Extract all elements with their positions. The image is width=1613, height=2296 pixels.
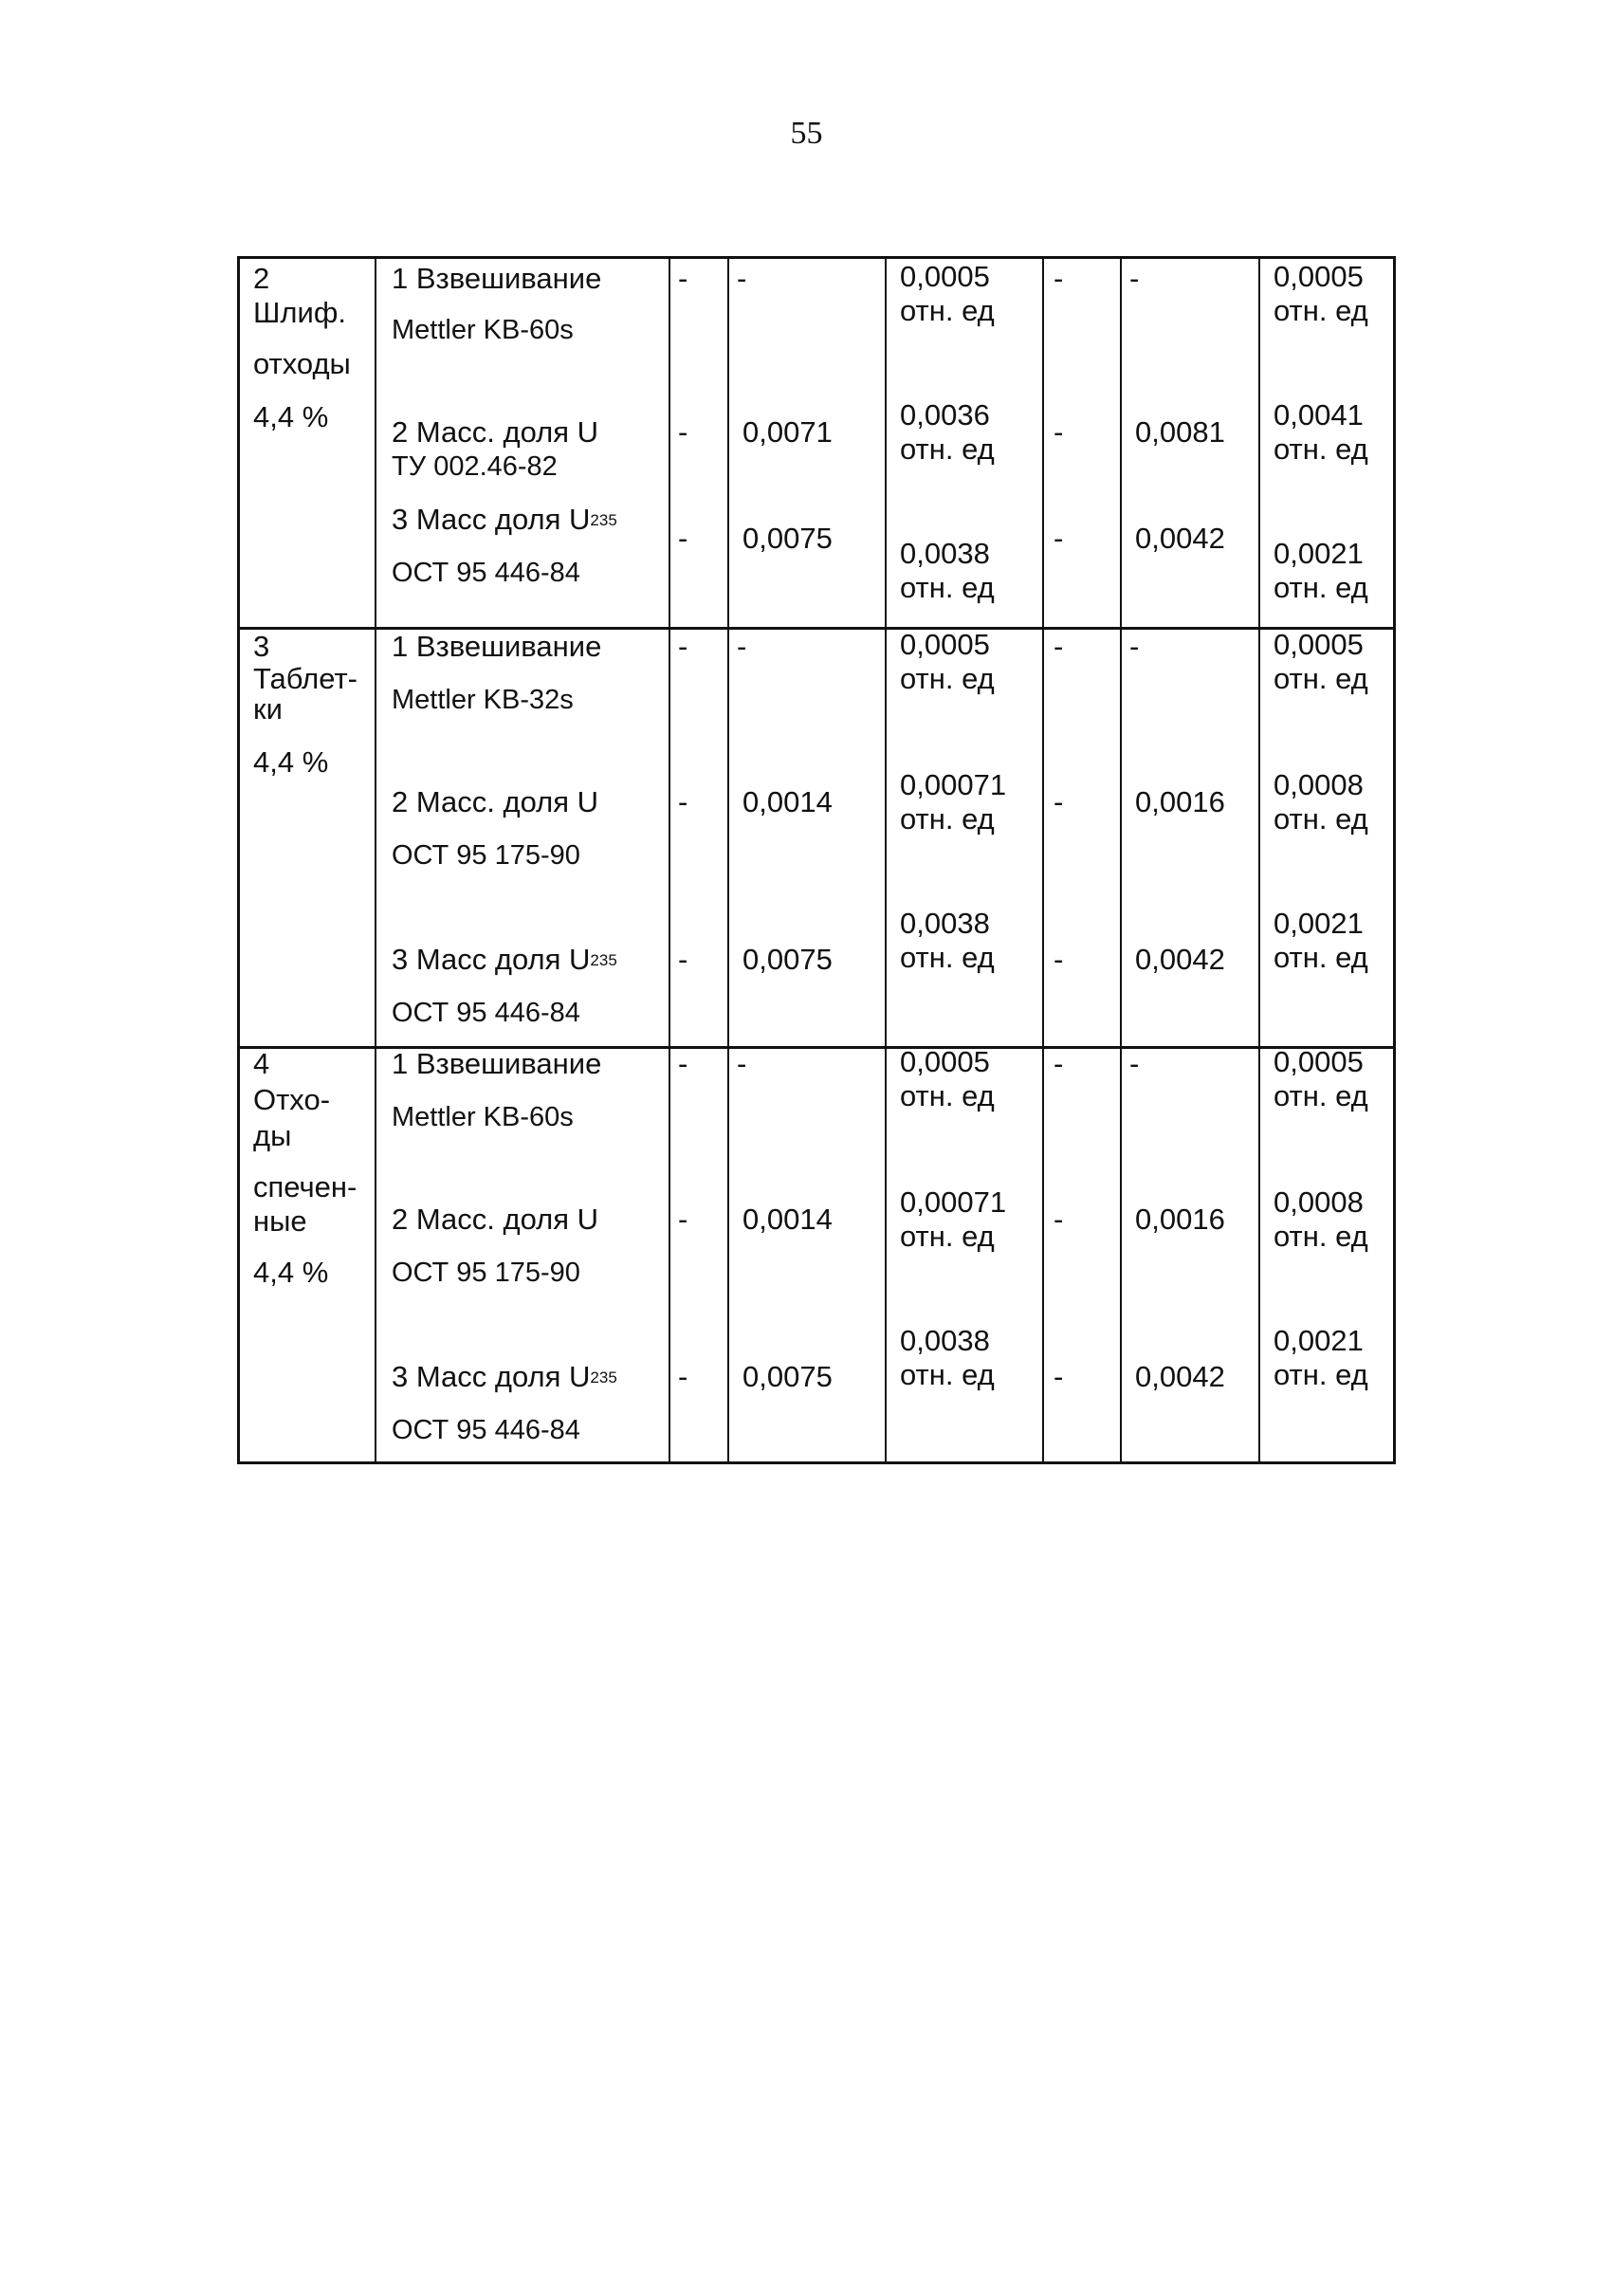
item-label: 3 <box>253 630 270 663</box>
cell-value: 0,0014 <box>742 785 833 818</box>
cell-unit: отн. ед <box>900 662 995 695</box>
cell-value: 0,0005 <box>1274 260 1364 293</box>
cell-unit: отн. ед <box>1274 1220 1368 1253</box>
item-label: ды <box>253 1119 292 1152</box>
column-divider <box>1042 259 1044 1461</box>
cell-value: 0,0038 <box>900 907 990 940</box>
cell-value: - <box>1129 262 1140 295</box>
cell-value: 0,00071 <box>900 1185 1007 1219</box>
cell-unit: отн. ед <box>1274 662 1368 695</box>
cell-value: - <box>1054 1203 1064 1236</box>
cell-value: 0,0016 <box>1135 1203 1225 1236</box>
cell-unit: отн. ед <box>900 802 995 836</box>
cell-unit: отн. ед <box>900 1079 995 1112</box>
cell-unit: отн. ед <box>1274 294 1368 327</box>
item-label: 4 <box>253 1047 270 1080</box>
cell-unit: отн. ед <box>900 941 995 974</box>
cell-value: 0,0075 <box>742 1360 833 1393</box>
cell-value: - <box>1129 630 1140 663</box>
cell-value: 0,0081 <box>1135 415 1225 449</box>
cell-value: - <box>1054 415 1064 449</box>
item-label: ные <box>253 1204 307 1238</box>
cell-value: - <box>1054 785 1064 818</box>
method-name: 3 Масс доля $U^{235}$ <box>392 943 617 976</box>
cell-value: - <box>678 262 688 295</box>
method-standard: ОСТ 95 446-84 <box>392 1415 580 1445</box>
item-label: 2 <box>253 262 270 295</box>
column-divider <box>727 259 729 1461</box>
cell-value: 0,0005 <box>900 1045 990 1078</box>
cell-value: - <box>1054 943 1064 976</box>
column-divider <box>1258 259 1260 1461</box>
item-label: 4,4 % <box>253 745 329 779</box>
item-label: 4,4 % <box>253 400 329 433</box>
cell-unit: отн. ед <box>1274 571 1368 604</box>
cell-unit: отн. ед <box>900 571 995 604</box>
cell-value: 0,0021 <box>1274 1324 1364 1357</box>
cell-value: 0,0014 <box>742 1203 833 1236</box>
item-label: 4,4 % <box>253 1256 329 1289</box>
cell-unit: отн. ед <box>900 1220 995 1253</box>
cell-value: 0,0041 <box>1274 398 1364 432</box>
cell-value: - <box>1054 1047 1064 1080</box>
cell-value: - <box>1129 1047 1140 1080</box>
cell-value: - <box>678 1047 688 1080</box>
item-label: Таблет- <box>253 662 357 695</box>
item-label: Отхо- <box>253 1083 331 1116</box>
cell-value: - <box>678 630 688 663</box>
cell-value: - <box>678 1360 688 1393</box>
cell-value: - <box>678 943 688 976</box>
cell-unit: отн. ед <box>900 294 995 327</box>
cell-value: 0,0005 <box>1274 1045 1364 1078</box>
cell-value: - <box>737 630 747 663</box>
cell-value: 0,0016 <box>1135 785 1225 818</box>
cell-value: 0,0005 <box>900 628 990 661</box>
cell-value: 0,0042 <box>1135 1360 1225 1393</box>
method-standard: ОСТ 95 175-90 <box>392 1258 580 1288</box>
method-name: 3 Масс доля $U^{235}$ <box>392 503 617 536</box>
cell-value: - <box>1054 630 1064 663</box>
item-label: спечен- <box>253 1170 357 1203</box>
cell-value: 0,0021 <box>1274 537 1364 570</box>
method-name: 2 Масс. доля U <box>392 1203 599 1236</box>
cell-value: 0,0038 <box>900 537 990 570</box>
method-name: 3 Масс доля $U^{235}$ <box>392 1360 617 1393</box>
cell-value: 0,0042 <box>1135 943 1225 976</box>
method-standard: Mettler KB-60s <box>392 315 574 345</box>
cell-value: 0,0042 <box>1135 522 1225 555</box>
cell-value: - <box>678 1203 688 1236</box>
method-standard: ОСТ 95 446-84 <box>392 558 580 588</box>
cell-value: 0,0038 <box>900 1324 990 1357</box>
cell-unit: отн. ед <box>1274 802 1368 836</box>
cell-value: 0,00071 <box>900 768 1007 801</box>
method-name: 1 Взвешивание <box>392 630 602 663</box>
cell-value: - <box>1054 1360 1064 1393</box>
method-name: 2 Масс. доля U <box>392 415 599 449</box>
column-divider <box>1120 259 1122 1461</box>
page-number: 55 <box>790 116 823 151</box>
method-name: 2 Масс. доля U <box>392 785 599 818</box>
column-divider <box>375 259 376 1461</box>
cell-value: 0,0036 <box>900 398 990 432</box>
cell-value: 0,0005 <box>900 260 990 293</box>
cell-value: - <box>1054 262 1064 295</box>
cell-value: 0,0075 <box>742 943 833 976</box>
cell-unit: отн. ед <box>1274 941 1368 974</box>
cell-value: - <box>1054 522 1064 555</box>
cell-value: - <box>678 522 688 555</box>
item-label: Шлиф. <box>253 296 346 329</box>
method-name: 1 Взвешивание <box>392 1047 602 1080</box>
cell-unit: отн. ед <box>1274 432 1368 466</box>
cell-unit: отн. ед <box>900 1358 995 1391</box>
cell-value: 0,0071 <box>742 415 833 449</box>
method-standard: ОСТ 95 446-84 <box>392 998 580 1028</box>
item-label: ки <box>253 692 283 726</box>
cell-unit: отн. ед <box>1274 1358 1368 1391</box>
method-standard: Mettler KB-60s <box>392 1102 574 1132</box>
column-divider <box>669 259 670 1461</box>
measurement-table <box>237 256 1396 1464</box>
cell-value: 0,0008 <box>1274 1185 1364 1219</box>
method-name: 1 Взвешивание <box>392 262 602 295</box>
method-standard: Mettler KB-32s <box>392 685 574 715</box>
cell-value: - <box>678 415 688 449</box>
cell-value: 0,0005 <box>1274 628 1364 661</box>
cell-value: 0,0008 <box>1274 768 1364 801</box>
cell-unit: отн. ед <box>1274 1079 1368 1112</box>
cell-value: - <box>737 1047 747 1080</box>
cell-value: 0,0075 <box>742 522 833 555</box>
cell-unit: отн. ед <box>900 432 995 466</box>
cell-value: - <box>678 785 688 818</box>
column-divider <box>885 259 887 1461</box>
cell-value: 0,0021 <box>1274 907 1364 940</box>
method-standard: ТУ 002.46-82 <box>392 451 558 482</box>
method-standard: ОСТ 95 175-90 <box>392 840 580 871</box>
cell-value: - <box>737 262 747 295</box>
item-label: отходы <box>253 347 351 380</box>
